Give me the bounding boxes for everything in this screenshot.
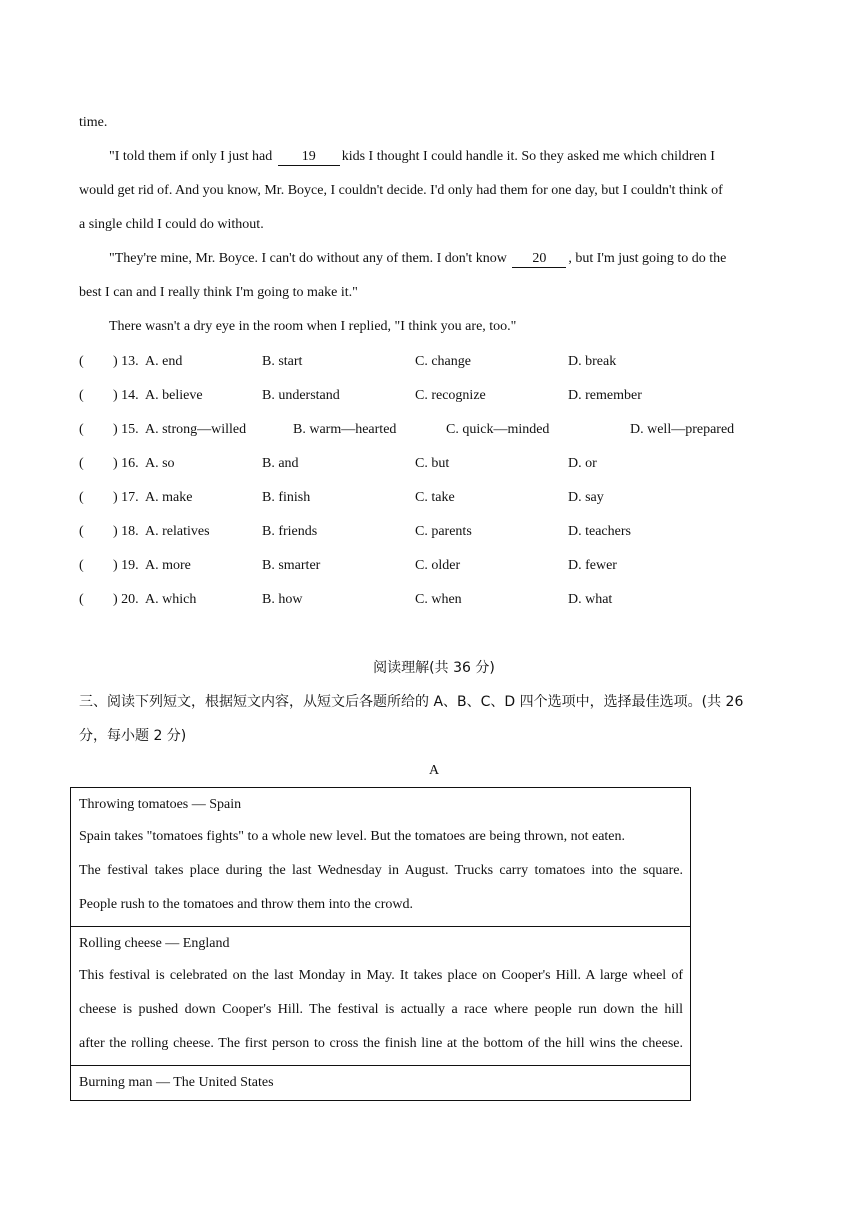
- festival-text-line: Spain takes "tomatoes fights" to a whole new level. But the tomatoes are being thrown, not eaten.: [79, 829, 626, 844]
- blank-20: 20: [512, 251, 566, 268]
- option-d: D. break: [568, 354, 617, 369]
- question-number: 17.: [121, 490, 139, 505]
- option-a: A. which: [145, 592, 197, 607]
- option-c: C. take: [415, 490, 455, 505]
- option-a: A. so: [145, 456, 175, 471]
- answer-paren-close: ): [113, 422, 118, 437]
- question-number: 18.: [121, 524, 139, 539]
- question-15: [79, 420, 779, 440]
- question-number: 20.: [121, 592, 139, 607]
- answer-paren-open: (: [79, 592, 84, 607]
- festival-text-line: after the rolling cheese. The first person to cross the finish line at the bottom of the hill wins the cheese.: [79, 1036, 683, 1051]
- passage-paragraph-3: There wasn't a dry eye in the room when I replied, "I think you are, too.": [109, 319, 517, 334]
- passage-label-a: A: [428, 763, 440, 778]
- option-c: C. quick—minded: [446, 422, 550, 437]
- option-a: A. strong—willed: [145, 422, 247, 437]
- festival-heading: Rolling cheese — England: [79, 936, 230, 951]
- option-a: A. end: [145, 354, 183, 369]
- option-a: A. more: [145, 558, 191, 573]
- section-instructions-line-2: 分，每小题 2 分): [79, 728, 187, 744]
- option-b: B. smarter: [262, 558, 321, 573]
- answer-paren-open: (: [79, 422, 84, 437]
- answer-paren-open: (: [79, 354, 84, 369]
- festival-row-spain: [71, 788, 690, 927]
- option-b: B. finish: [262, 490, 311, 505]
- passage-paragraph-2-line-2: best I can and I really think I'm going to make it.": [79, 285, 358, 300]
- option-b: B. and: [262, 456, 299, 471]
- option-c: C. when: [415, 592, 462, 607]
- passage-line-time: time.: [79, 115, 108, 130]
- question-number: 15.: [121, 422, 139, 437]
- section-instructions-line-1: 三、阅读下列短文，根据短文内容，从短文后各题所给的 A、B、C、D 四个选项中，选择最佳选项。(共 26: [79, 694, 744, 710]
- answer-paren-open: (: [79, 558, 84, 573]
- festival-row-united-states: [71, 1066, 690, 1100]
- passage-paragraph-1-line-1: [109, 147, 715, 167]
- text: , but I'm just going to do the: [568, 251, 727, 266]
- option-d: D. or: [568, 456, 597, 471]
- option-b: B. friends: [262, 524, 318, 539]
- option-c: C. but: [415, 456, 450, 471]
- option-b: B. how: [262, 592, 303, 607]
- option-d: D. teachers: [568, 524, 631, 539]
- festival-table: [70, 787, 691, 1101]
- text: kids I thought I could handle it. So they asked me which children I: [341, 149, 715, 164]
- festival-heading: Burning man — The United States: [79, 1075, 274, 1090]
- passage-paragraph-1-line-2: would get rid of. And you know, Mr. Boyce, I couldn't decide. I'd only had them for one day, but I couldn't think of: [79, 183, 723, 198]
- question-16: [79, 454, 779, 474]
- answer-paren-close: ): [113, 524, 118, 539]
- option-d: D. well—prepared: [630, 422, 735, 437]
- section-title: 阅读理解(共 36 分): [373, 660, 495, 676]
- question-13: [79, 352, 779, 372]
- option-d: D. remember: [568, 388, 642, 403]
- question-17: [79, 488, 779, 508]
- passage-paragraph-1-line-3: a single child I could do without.: [79, 217, 264, 232]
- answer-paren-open: (: [79, 388, 84, 403]
- question-number: 16.: [121, 456, 139, 471]
- question-18: [79, 522, 779, 542]
- answer-paren-open: (: [79, 456, 84, 471]
- option-b: B. warm—hearted: [293, 422, 397, 437]
- option-a: A. relatives: [145, 524, 210, 539]
- festival-text-line: This festival is celebrated on the last Monday in May. It takes place on Cooper's Hill. A large wheel of: [79, 968, 683, 983]
- answer-paren-open: (: [79, 524, 84, 539]
- passage-paragraph-2-line-1: [109, 249, 726, 269]
- option-b: B. understand: [262, 388, 340, 403]
- festival-text-line: The festival takes place during the last Wednesday in August. Trucks carry tomatoes into the square.: [79, 863, 683, 878]
- text: "They're mine, Mr. Boyce. I can't do without any of them. I don't know: [109, 251, 507, 266]
- option-d: D. fewer: [568, 558, 617, 573]
- option-b: B. start: [262, 354, 303, 369]
- festival-text-line: People rush to the tomatoes and throw them into the crowd.: [79, 897, 413, 912]
- festival-heading: Throwing tomatoes — Spain: [79, 797, 242, 812]
- question-20: [79, 590, 779, 610]
- blank-19: 19: [278, 149, 340, 166]
- answer-paren-close: ): [113, 558, 118, 573]
- festival-row-england: [71, 927, 690, 1066]
- question-14: [79, 386, 779, 406]
- option-a: A. believe: [145, 388, 203, 403]
- option-c: C. parents: [415, 524, 472, 539]
- answer-paren-close: ): [113, 592, 118, 607]
- option-a: A. make: [145, 490, 193, 505]
- answer-paren-close: ): [113, 456, 118, 471]
- option-c: C. recognize: [415, 388, 486, 403]
- question-number: 19.: [121, 558, 139, 573]
- festival-text-line: cheese is pushed down Cooper's Hill. The festival is actually a race where people run down the hill: [79, 1002, 683, 1017]
- question-number: 14.: [121, 388, 139, 403]
- answer-paren-close: ): [113, 388, 118, 403]
- option-d: D. what: [568, 592, 613, 607]
- option-c: C. change: [415, 354, 471, 369]
- answer-paren-close: ): [113, 354, 118, 369]
- option-c: C. older: [415, 558, 461, 573]
- question-19: [79, 556, 779, 576]
- question-number: 13.: [121, 354, 139, 369]
- answer-paren-open: (: [79, 490, 84, 505]
- text: "I told them if only I just had: [109, 149, 273, 164]
- answer-paren-close: ): [113, 490, 118, 505]
- option-d: D. say: [568, 490, 604, 505]
